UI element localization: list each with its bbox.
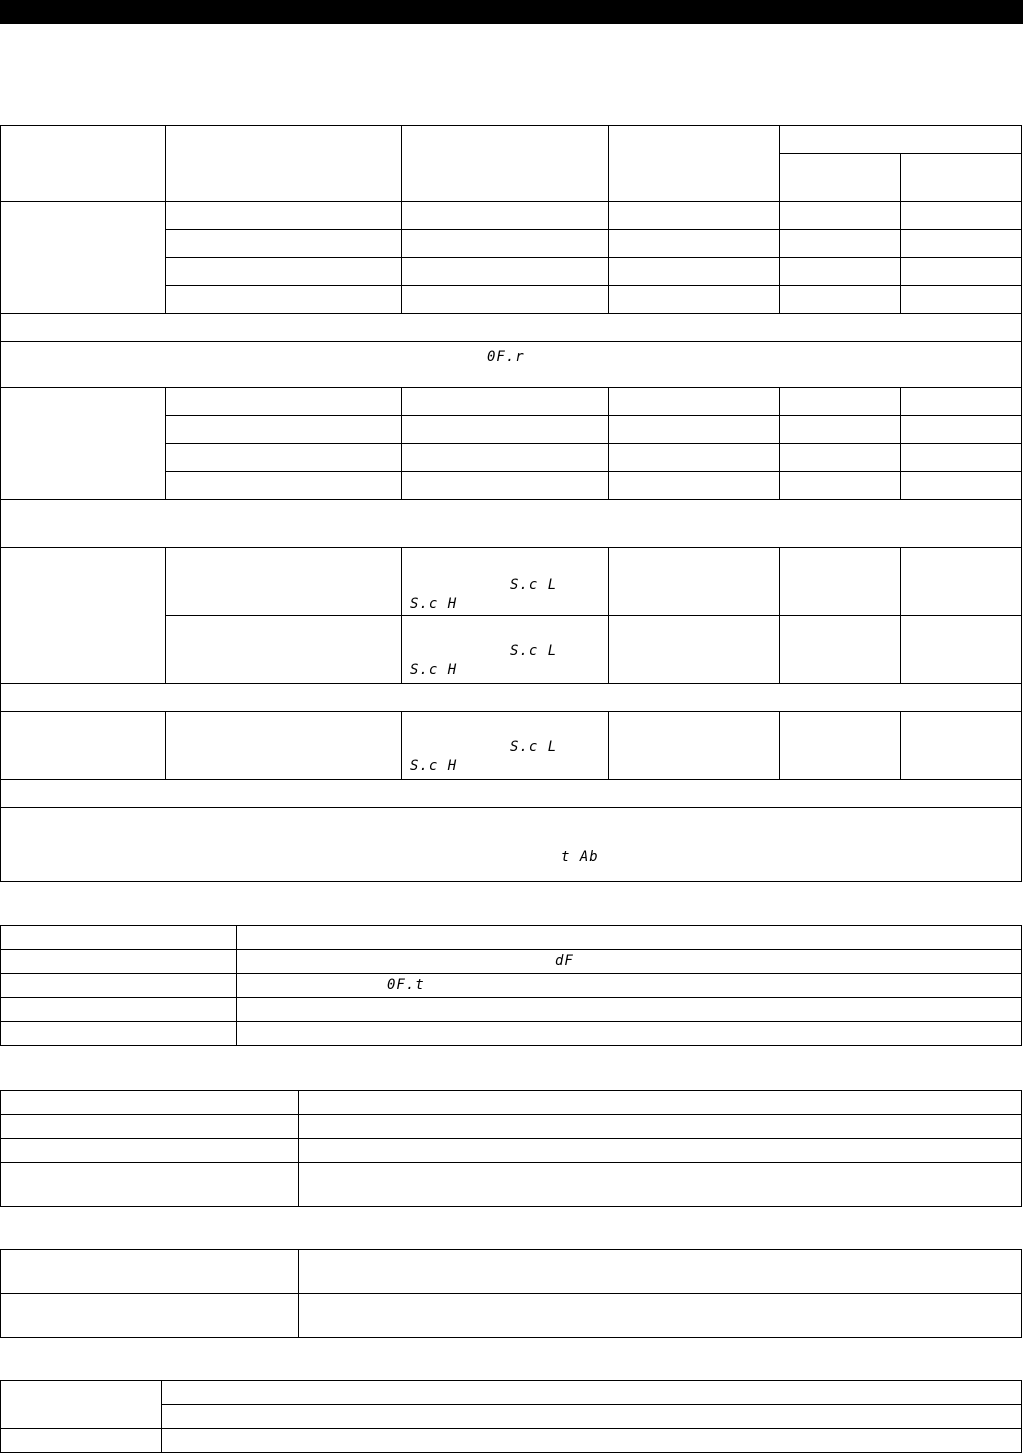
table-cell [402,416,609,444]
table-cell [237,950,1022,974]
table-cell [162,1429,1022,1453]
table-cell [780,230,901,258]
table-cell [237,998,1022,1022]
table-cell [780,472,901,500]
table-cell [609,416,780,444]
table-cell [402,286,609,314]
header-cell [780,126,1022,154]
header-cell [609,126,780,202]
note-row [1,808,1022,882]
table-cell [780,444,901,472]
table-cell [166,616,402,684]
table-cell [166,712,402,780]
note-row [1,314,1022,342]
table-cell [1,1139,299,1163]
table-cell [1,1022,237,1046]
table-cell [166,444,402,472]
table-cell [609,230,780,258]
table-cell [299,1115,1022,1139]
table-cell [237,1022,1022,1046]
table-cell [1,974,237,998]
table-cell [402,472,609,500]
table-cell [299,1163,1022,1207]
group-label-cell [1,1381,162,1429]
table-cell [609,548,780,616]
table-cell [166,548,402,616]
group-label-cell [1,712,166,780]
table-cell [1,1250,299,1294]
table-cell [901,548,1022,616]
parameter-table-2 [0,925,1022,1046]
table-cell [166,258,402,286]
parameter-table-4 [0,1249,1022,1338]
table-cell [609,444,780,472]
table-cell [299,1139,1022,1163]
table-cell [299,1091,1022,1115]
table-cell [1,1163,299,1207]
table-cell [609,712,780,780]
table-cell [1,926,237,950]
display-code-scale-low: S.c L [510,577,558,593]
table-cell [609,202,780,230]
table-cell [1,1294,299,1338]
table-cell [166,416,402,444]
range-cell [402,548,609,616]
table-cell [299,1250,1022,1294]
display-code-table: t Ab [561,849,599,865]
header-cell [1,126,166,202]
header-cell [166,126,402,202]
table-cell [609,388,780,416]
table-cell [1,1091,299,1115]
table-cell [1,950,237,974]
table-cell [780,416,901,444]
table-cell [901,444,1022,472]
table-cell [402,202,609,230]
table-cell [901,388,1022,416]
table-cell [402,258,609,286]
table-cell [780,712,901,780]
display-code-differential: dF [555,953,574,969]
table-cell [901,286,1022,314]
note-row [1,500,1022,548]
table-cell [780,286,901,314]
table-cell [402,230,609,258]
display-code-offset-time: 0F.t [387,977,425,993]
table-cell [609,258,780,286]
table-cell [166,388,402,416]
group-label-cell [1,202,166,314]
table-cell [237,926,1022,950]
group-label-cell [1,548,166,684]
display-code-scale-high: S.c H [410,662,458,678]
table-cell [162,1381,1022,1405]
table-cell [166,286,402,314]
range-cell [402,712,609,780]
header-cell [780,154,901,202]
display-code-scale-high: S.c H [410,758,458,774]
parameter-table-5 [0,1380,1022,1453]
table-cell [901,616,1022,684]
table-cell [162,1405,1022,1429]
table-cell [901,230,1022,258]
table-cell [1,1115,299,1139]
display-code-scale-low: S.c L [510,739,558,755]
table-cell [402,388,609,416]
note-row [1,342,1022,388]
table-cell [901,202,1022,230]
table-cell [780,258,901,286]
display-code-scale-high: S.c H [410,596,458,612]
table-cell [901,416,1022,444]
table-cell [780,388,901,416]
table-cell [609,286,780,314]
group-label-cell [1,388,166,500]
table-cell [901,258,1022,286]
table-cell [1,998,237,1022]
table-cell [166,230,402,258]
table-cell [1,1429,162,1453]
table-cell [780,548,901,616]
table-cell [780,616,901,684]
table-cell [901,712,1022,780]
display-code-offset-range: 0F.r [487,349,525,365]
display-code-scale-low: S.c L [510,643,558,659]
spec-table [0,125,1022,882]
range-cell [402,616,609,684]
table-cell [609,616,780,684]
table-cell [299,1294,1022,1338]
note-row [1,684,1022,712]
parameter-table-3 [0,1090,1022,1207]
table-cell [166,202,402,230]
header-bar [0,0,1023,24]
table-cell [609,472,780,500]
header-cell [901,154,1022,202]
table-cell [166,472,402,500]
table-cell [237,974,1022,998]
table-cell [402,444,609,472]
table-cell [901,472,1022,500]
note-row [1,780,1022,808]
header-cell [402,126,609,202]
table-cell [780,202,901,230]
